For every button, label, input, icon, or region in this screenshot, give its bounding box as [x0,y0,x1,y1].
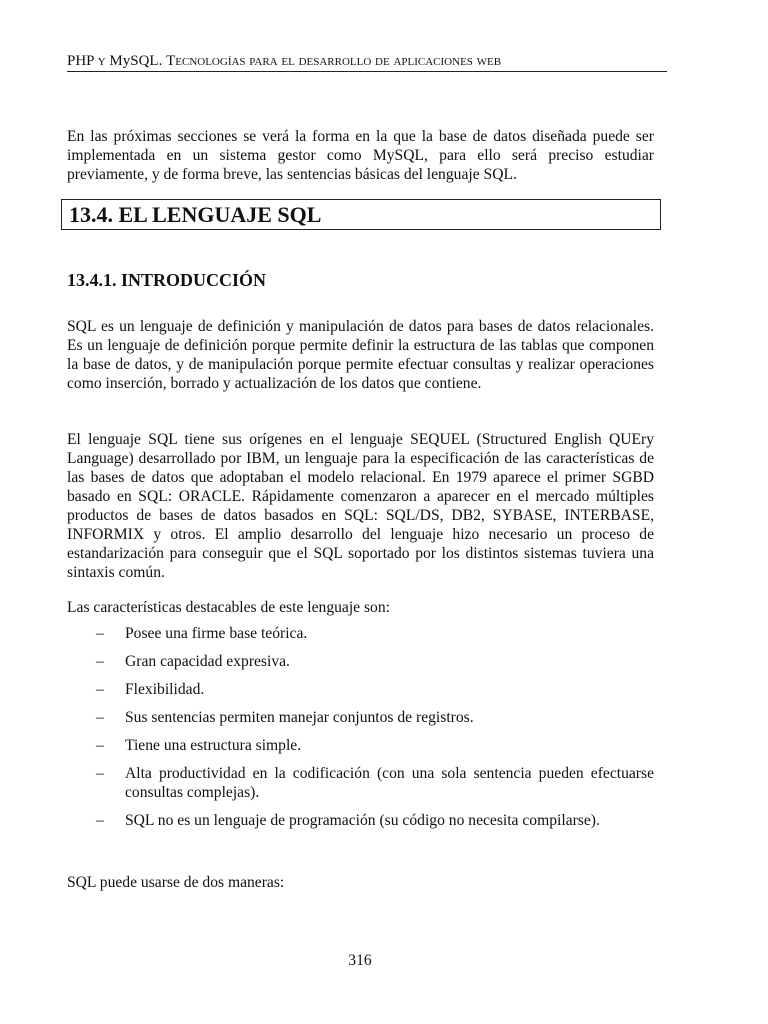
list-item [67,708,654,727]
running-header-part3: MySQL. [105,53,167,69]
paragraph-sql-history: El lenguaje SQL tiene sus orígenes en el lenguaje SEQUEL (Structured English QUEry Language) desarrollado por IBM, un lenguaje para la especificación de las características de las bases de datos que adoptaban el modelo relacional. En 1979 aparece el primer SGBD basado en SQL: ORACLE. Rápidamente comenzaron a aparecer en el mercado múltiples productos de bases de datos basados en SQL: SQL/DS, DB2, SYBASE, INTERBASE, INFORMIX y otros. El amplio desarrollo del lenguaje hizo necesario un proceso de estandarización para conseguir que el SQL soportado por los distintos sistemas tuviera una sintaxis común. [67,431,654,581]
list-item-text: Tiene una estructura simple. [125,737,302,754]
running-header-part1: PHP [67,53,98,69]
list-item [67,764,654,802]
list-item-text: Alta productividad en la codificación (con una sola sentencia pueden efectuarse consultas complejas). [125,765,654,801]
dash-bullet: – [96,681,104,698]
list-item-text: Flexibilidad. [125,681,205,698]
list-item-text: Posee una firme base teórica. [125,625,308,642]
list-item [67,811,654,830]
section-heading-box [61,199,661,230]
list-item-text: SQL no es un lenguaje de programación (su código no necesita compilarse). [125,812,600,829]
list-item [67,736,654,755]
dash-bullet: – [96,653,104,670]
list-item [67,652,654,671]
page-number: 316 [348,952,372,969]
dash-bullet: – [96,625,104,642]
running-header [67,52,667,72]
list-item [67,624,654,643]
running-header-part2: y [97,53,106,69]
dash-bullet: – [96,737,104,754]
features-intro: Las características destacables de este lenguaje son: [67,599,390,616]
subsection-title: 13.4.1. INTRODUCCIÓN [67,270,267,290]
paragraph-sql-definition: SQL es un lenguaje de definición y manipulación de datos para bases de datos relacionales. Es un lenguaje de definición porque permite definir la estructura de las tablas que componen la base de datos, y de manipulación porque permite efectuar consultas y realizar operaciones como inserción, borrado y actualización de los datos que contiene. [67,318,654,392]
list-item [67,680,654,699]
closing-line: SQL puede usarse de dos maneras: [67,874,285,891]
section-title: 13.4. EL LENGUAJE SQL [69,202,322,227]
running-header-part4: Tecnologías para el desarrollo de aplicaciones web [166,53,502,69]
features-list [67,624,654,839]
dash-bullet: – [96,812,104,829]
list-item-text: Gran capacidad expresiva. [125,653,290,670]
list-item-text: Sus sentencias permiten manejar conjuntos de registros. [125,709,474,726]
dash-bullet: – [96,709,104,726]
intro-paragraph: En las próximas secciones se verá la forma en la que la base de datos diseñada puede ser implementada en un sistema gestor como MySQL, para ello será preciso estudiar previamente, y de forma breve, las sentencias básicas del lenguaje SQL. [67,128,654,183]
dash-bullet: – [96,765,104,782]
